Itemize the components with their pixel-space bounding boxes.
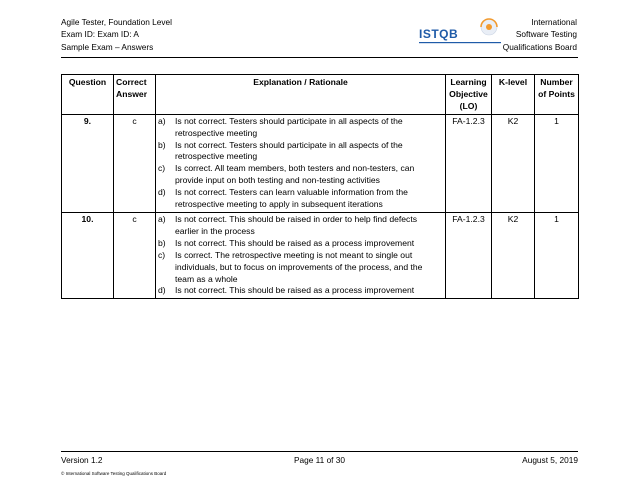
header-right-line: International <box>531 17 577 27</box>
learning-objective: FA-1.2.3 <box>446 114 492 212</box>
item-label: b) <box>158 237 166 248</box>
learning-objective: FA-1.2.3 <box>446 212 492 298</box>
list-item <box>158 250 443 286</box>
item-text: Is not correct. Testers should participate in all aspects of the retrospective meeting <box>175 115 403 138</box>
col-lo-header: Learning Objective (LO) <box>446 75 492 115</box>
points: 1 <box>535 212 579 298</box>
explanation-list <box>158 214 443 297</box>
footer-copyright: © International Software Testing Qualifications Board <box>61 471 167 476</box>
question-number: 9. <box>62 114 114 212</box>
header-divider <box>61 57 578 58</box>
item-text: Is not correct. Testers should participate in all aspects of the retrospective meeting <box>175 139 403 162</box>
item-label: a) <box>158 213 166 224</box>
header-right-line: Software Testing <box>515 29 577 40</box>
list-item <box>158 116 443 140</box>
explanation-cell <box>156 114 446 212</box>
list-item <box>158 140 443 164</box>
col-answer-header: Correct Answer <box>114 75 156 115</box>
item-label: d) <box>158 285 166 296</box>
table-header-row <box>62 75 579 115</box>
footer-divider <box>61 451 578 452</box>
item-text: Is not correct. This should be raised in order to help find defects earlier in the process <box>175 213 418 236</box>
logo-text: ISTQB <box>419 27 459 41</box>
list-item <box>158 163 443 187</box>
header-left-line: Sample Exam – Answers <box>61 41 154 52</box>
footer-page: Page 11 of 30 <box>293 455 346 465</box>
answers-table <box>61 74 579 299</box>
header-left-line: Agile Tester, Foundation Level <box>61 17 173 27</box>
item-label: c) <box>158 249 166 260</box>
item-label: c) <box>158 163 166 174</box>
k-level: K2 <box>492 212 535 298</box>
header-right-line: Qualifications Board <box>502 41 577 52</box>
list-item <box>158 187 443 211</box>
list-item <box>158 285 443 297</box>
header-left <box>61 16 172 53</box>
istqb-logo <box>419 18 501 48</box>
explanation-list <box>158 116 443 211</box>
col-klevel-header: K-level <box>492 75 535 115</box>
correct-answer: c <box>114 212 156 298</box>
question-number: 10. <box>62 212 114 298</box>
col-points-header: Number of Points <box>535 75 579 115</box>
points: 1 <box>535 114 579 212</box>
explanation-cell <box>156 212 446 298</box>
footer-version: Version 1.2 <box>61 455 103 465</box>
footer-date: August 5, 2019 <box>522 455 578 465</box>
list-item <box>158 214 443 238</box>
item-label: b) <box>158 139 166 150</box>
table-row <box>62 114 579 212</box>
item-label: a) <box>158 115 166 126</box>
item-text: Is correct. All team members, both testers and non-testers, can provide input on both testing and non-testing activities <box>175 163 415 186</box>
col-question-header: Question <box>62 75 114 115</box>
table-row <box>62 212 579 298</box>
col-explanation-header: Explanation / Rationale <box>156 75 446 115</box>
k-level: K2 <box>492 114 535 212</box>
header-left-line: Exam ID: Exam ID: A <box>61 29 139 40</box>
correct-answer: c <box>114 114 156 212</box>
item-text: Is correct. The retrospective meeting is not meant to single out individuals, but to focus on improvements of the process, and the team as a whole <box>175 249 423 284</box>
header-right <box>503 16 577 53</box>
list-item <box>158 238 443 250</box>
item-label: d) <box>158 187 166 198</box>
item-text: Is not correct. This should be raised as a process improvement <box>175 285 415 296</box>
item-text: Is not correct. Testers can learn valuable information from the retrospective meeting to apply in subsequent iterations <box>175 187 408 210</box>
item-text: Is not correct. This should be raised as a process improvement <box>175 237 415 248</box>
